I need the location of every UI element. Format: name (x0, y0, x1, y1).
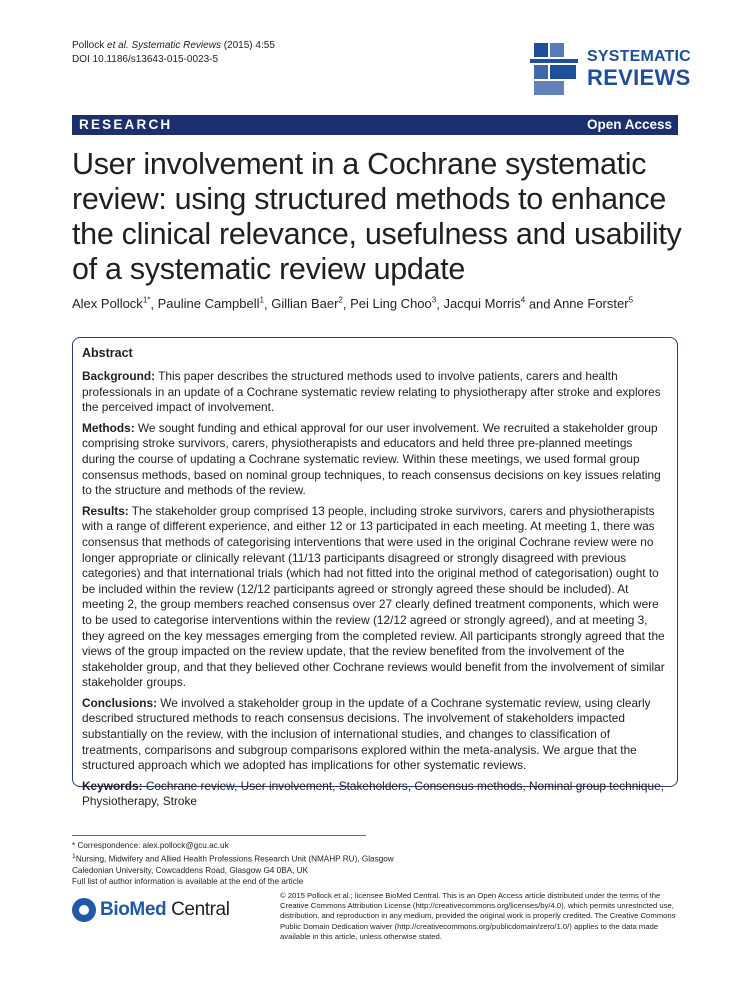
doi-line[interactable]: DOI 10.1186/s13643-015-0023-5 (72, 54, 219, 65)
author-name: Pauline Campbell (157, 296, 260, 312)
abstract-conclusions (82, 696, 668, 774)
section-text: Cochrane review, User involvement, Stakeholders, Consensus methods, Nominal group technique, Physiotherapy, Stroke (82, 778, 664, 809)
section-text: We sought funding and ethical approval for our user involvement. We recruited a stakeholder group comprising stroke survivors, carers, physiotherapists and educators and held three pre-planned meetings during the course of updating a Cochrane systematic review. Within these meetings, we used formal group consensus methods, based on nominal group techniques, to reach consensus decisions on key issues relating to the structure and methods of the review. (82, 420, 661, 498)
author-separator: , (342, 296, 351, 312)
license-statement: © 2015 Pollock et al.; licensee BioMed Central. This is an Open Access article distributed under the terms of the Creative Commons Attribution License (http://creativecommons.org/licenses/by/4.0), which permits unrestricted use, distribution, and reproduction in any medium, provided the original work is properly credited. The Creative Commons Public Domain Dedication waiver (http://creativecommons.org/publicdomain/zero/1.0/) applies to the data made available in this article, unless otherwise stated. (280, 891, 676, 941)
correspondence-note[interactable]: * Correspondence: alex.pollock@gcu.ac.uk (72, 841, 229, 850)
author-name: Jacqui Morris (443, 296, 521, 312)
article-type-label: RESEARCH (79, 117, 173, 132)
author[interactable] (271, 296, 343, 311)
section-text: We involved a stakeholder group in the update of a Cochrane systematic review, using clearly described structured methods to reach consensus decisions. The involvement of stakeholders impacted substantially on the review, with the inclusion of international studies, and changes to classification of treatments, comparisons and subgroup comparisons explored within the meta-analysis. We argue that the structured approach which we adopted has implications for other systematic reviews. (82, 695, 651, 773)
author-affiliation-mark: 1* (142, 296, 151, 305)
citation-header (72, 39, 275, 67)
author[interactable] (553, 296, 633, 311)
author-affiliation-mark: 2 (338, 296, 343, 305)
journal-logo-line1: SYSTEMATIC (587, 48, 691, 65)
author-info-note: Full list of author information is available at the end of the article (72, 876, 304, 886)
author-name: Gillian Baer (271, 296, 339, 312)
citation-journal: et al. Systematic Reviews (107, 40, 221, 51)
citation-authors: Pollock (72, 40, 108, 51)
affiliation-note (72, 851, 412, 876)
citation-volume: (2015) 4:55 (220, 40, 275, 51)
article-type-banner (72, 115, 678, 135)
section-label: Keywords: (82, 778, 143, 793)
author[interactable] (72, 296, 150, 311)
author-affiliation-mark: 4 (520, 296, 526, 305)
section-label: Background: (82, 369, 156, 383)
wordmark-bold: BioMed (100, 899, 167, 920)
abstract-methods (82, 421, 668, 499)
abstract-background (82, 369, 668, 416)
abstract-heading: Abstract (82, 346, 133, 360)
author-separator: , (436, 296, 444, 312)
author-name: Anne Forster (553, 296, 629, 312)
wordmark-regular: Central (166, 899, 230, 920)
biomed-central-wordmark (100, 899, 230, 921)
section-label: Conclusions: (82, 695, 158, 710)
section-label: Results: (82, 503, 129, 518)
author-separator: and (525, 296, 554, 312)
affiliation-mark: 1 (72, 853, 76, 860)
journal-logo-icon (530, 43, 582, 95)
author-name: Pei Ling Choo (350, 296, 432, 312)
footnote-divider (72, 835, 366, 836)
author-affiliation-mark: 5 (628, 296, 634, 305)
journal-logo-line2: REVIEWS (587, 65, 691, 90)
author-separator: , (263, 296, 272, 312)
open-access-label: Open Access (586, 117, 672, 132)
author-affiliation-mark: 1 (259, 296, 264, 305)
author-list (72, 292, 692, 313)
footnotes (72, 840, 412, 887)
author[interactable] (443, 296, 525, 311)
section-label: Methods: (82, 420, 135, 435)
author[interactable] (350, 296, 436, 311)
section-text: This paper describes the structured methods used to involve patients, carers and health professionals in an update of a Cochrane systematic review relating to physiotherapy after stroke and explores the perceived impact of involvement. (82, 369, 661, 415)
article-title: User involvement in a Cochrane systematic review: using structured methods to enhance the clinical relevance, usefulness and usability of a systematic review update (72, 147, 682, 286)
affiliation-text: Nursing, Midwifery and Allied Health Professions Research Unit (NMAHP RU), Glasgow Caledonian University, Cowcaddens Road, Glasgow G4 0BA, UK (72, 854, 394, 875)
section-text: The stakeholder group comprised 13 people, including stroke survivors, carers and physiotherapists with a range of different experience, and either 12 or 13 participated in each meeting. At meeting 1, there was consensus that methods of categorising interventions that were used in the original Cochrane review were no longer appropriate or clinically relevant (11/13 participants disagreed or strongly disagreed with previous categories) and that international trials (which had not fitted into the original method of categorisation) ought to be included within the review (12/12 participants agreed or strongly agreed these should be included). At meeting 2, the group members reached consensus over 27 clearly defined treatment components, which were to be used to categorise interventions within the review (12/12 agreed or strongly agreed), and at meeting 3, they agreed on the key messages emerging from the completed review. All participants strongly agreed that the views of the group impacted on the review update, that the review benefited from the involvement of the stakeholder group, and that they believed other Cochrane reviews would benefit from the involvement of similar stakeholder groups. (82, 503, 665, 690)
journal-logo-text (587, 48, 691, 90)
author-affiliation-mark: 3 (431, 296, 437, 305)
journal-logo[interactable] (530, 43, 691, 95)
author-name: Alex Pollock (72, 296, 143, 312)
abstract-results (82, 504, 668, 691)
abstract-box (72, 337, 678, 809)
biomed-central-icon (72, 898, 96, 922)
author[interactable] (158, 296, 264, 311)
abstract-keywords (82, 779, 668, 810)
biomed-central-logo[interactable] (72, 896, 230, 926)
author-separator: , (150, 296, 158, 312)
citation-line (72, 39, 275, 53)
